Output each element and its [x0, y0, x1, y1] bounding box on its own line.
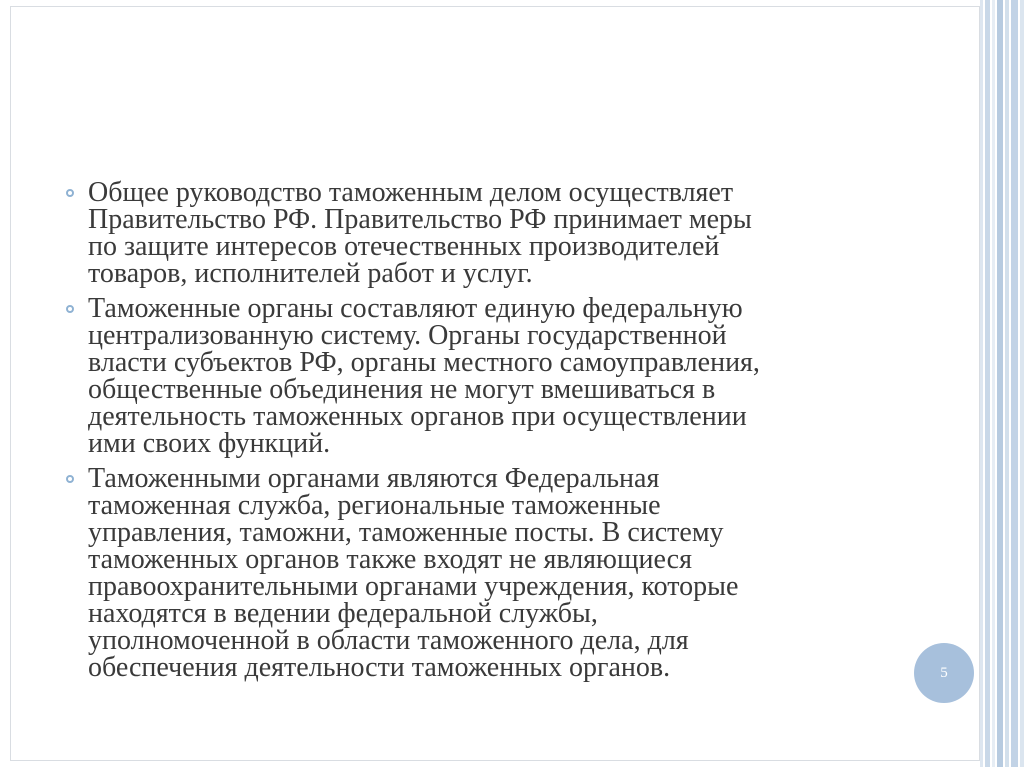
page-number: 5 [940, 664, 948, 681]
bullet-item [66, 465, 886, 681]
page-number-badge [914, 643, 974, 703]
bullet-text: Таможенными органами являются Федеральная таможенная служба, региональные таможенные управления, таможни, таможенные посты. В систему таможенных органов также входят не являющиеся правоохранительными органами учреждения, которые находятся в ведении федеральной службы, уполномоченной в области таможенного дела, для обеспечения деятельности таможенных органов. [88, 463, 739, 683]
bullet-item [66, 295, 886, 457]
bullet-item [66, 179, 886, 287]
bullet-list [66, 179, 886, 689]
circle-bullet-icon [66, 189, 74, 197]
bullet-text: Общее руководство таможенным делом осуществляет Правительство РФ. Правительство РФ принимает меры по защите интересов отечественных производителей товаров, исполнителей работ и услуг. [88, 177, 752, 289]
circle-bullet-icon [66, 475, 74, 483]
decorative-side-stripes [980, 0, 1024, 767]
circle-bullet-icon [66, 305, 74, 313]
bullet-text: Таможенные органы составляют единую федеральную централизованную систему. Органы государственной власти субъектов РФ, органы местного самоуправления, общественные объединения не могут вмешиваться в деятельность таможенных органов при осуществлении ими своих функций. [88, 293, 760, 459]
